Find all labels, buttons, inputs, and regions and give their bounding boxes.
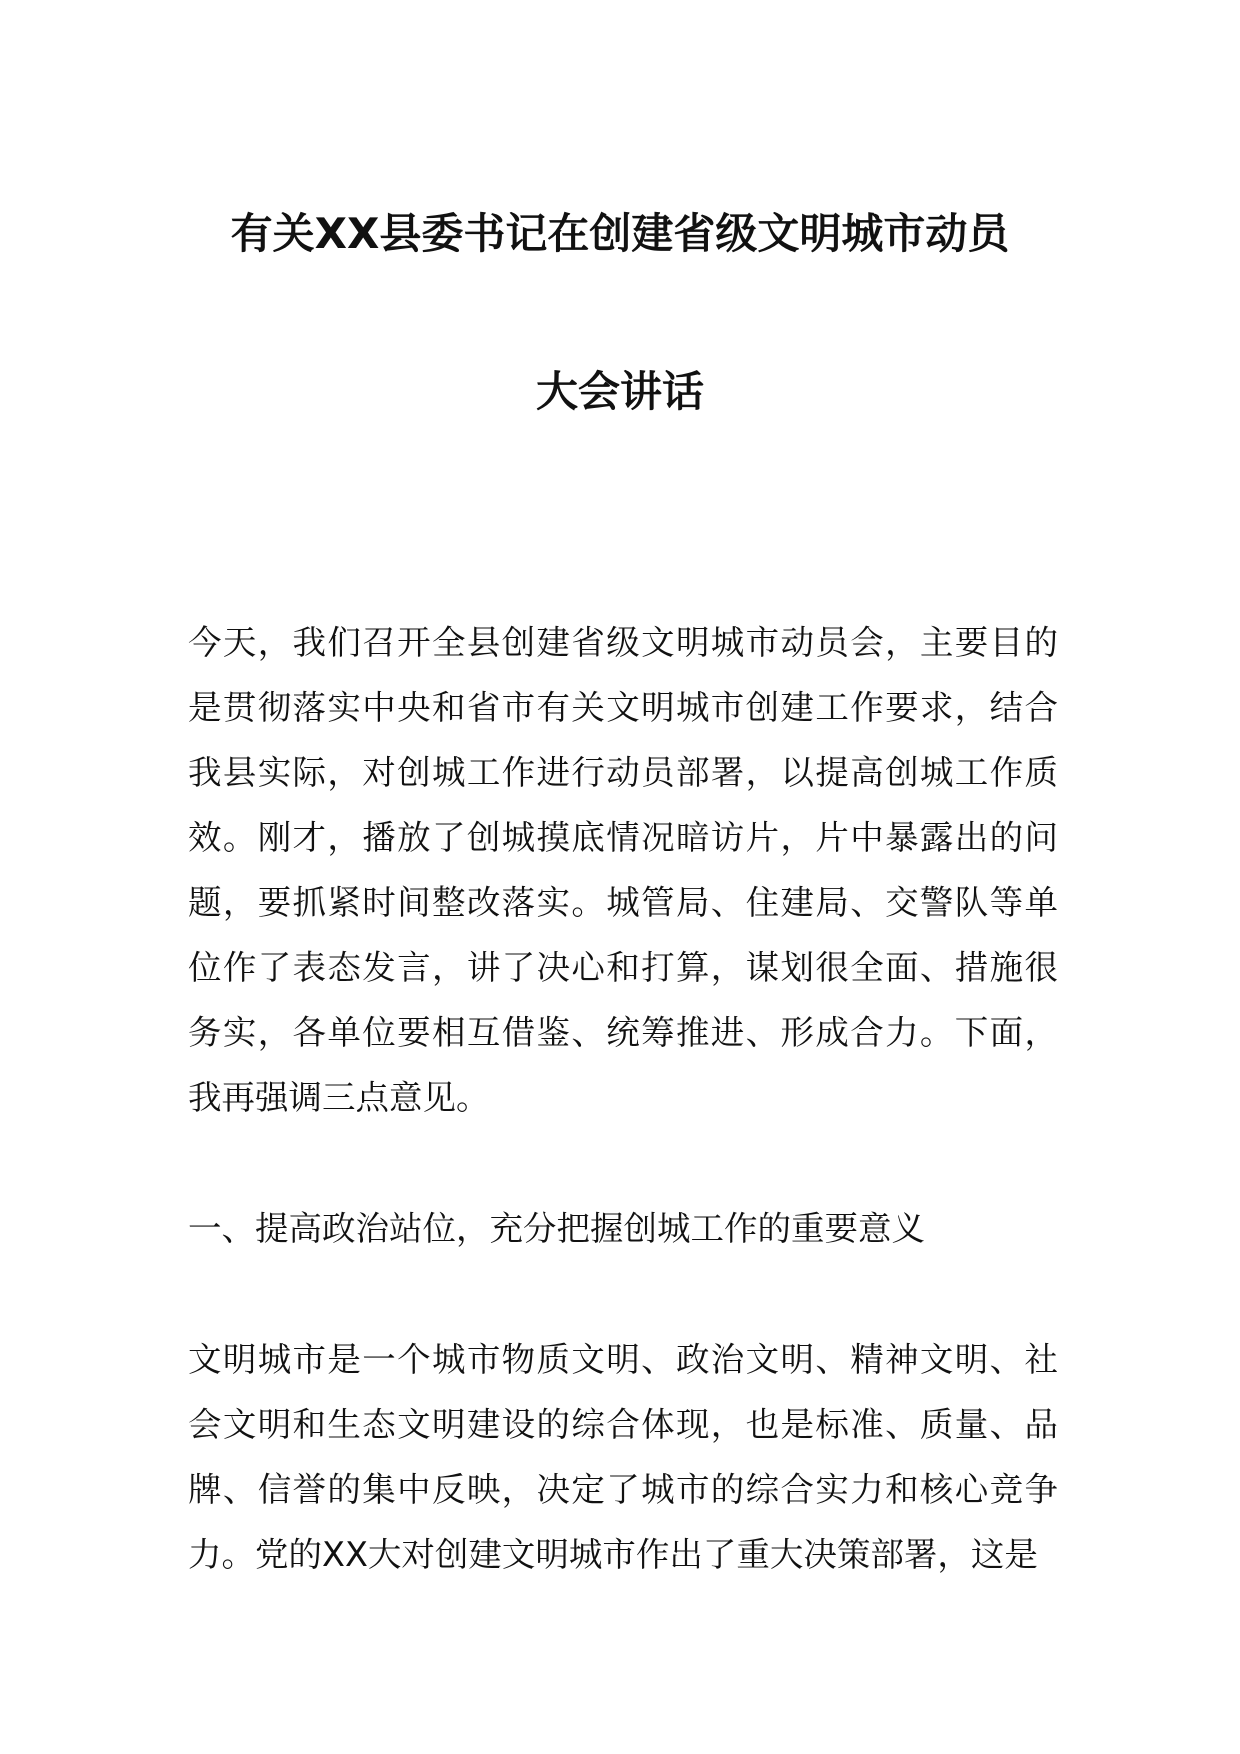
- body-paragraph-section-1: 文明城市是一个城市物质文明、政治文明、精神文明、社会文明和生态文明建设的综合体现，也是标准、质量、品牌、信誉的集中反映，决定了城市的综合实力和核心竞争力。党的XX大对创建文明城市作出了重大决策部署，这是: [188, 1340, 1058, 1574]
- body-paragraph-intro: 今天，我们召开全县创建省级文明城市动员会，主要目的是贯彻落实中央和省市有关文明城市创建工作要求，结合我县实际，对创城工作进行动员部署，以提高创城工作质效。刚才，播放了创城摸底情况暗访片，片中暴露出的问题，要抓紧时间整改落实。城管局、住建局、交警队等单位作了表态发言，讲了决心和打算，谋划很全面、措施很务实，各单位要相互借鉴、统筹推进、形成合力。下面，我再强调三点意见。: [188, 623, 1058, 1117]
- document-title-line-2: 大会讲话: [535, 367, 704, 416]
- section-heading-1: 一、提高政治站位，充分把握创城工作的重要意义: [188, 1209, 925, 1248]
- document-title-line-1: 有关XX县委书记在创建省级文明城市动员: [230, 209, 1010, 258]
- document-body: [188, 610, 1058, 1587]
